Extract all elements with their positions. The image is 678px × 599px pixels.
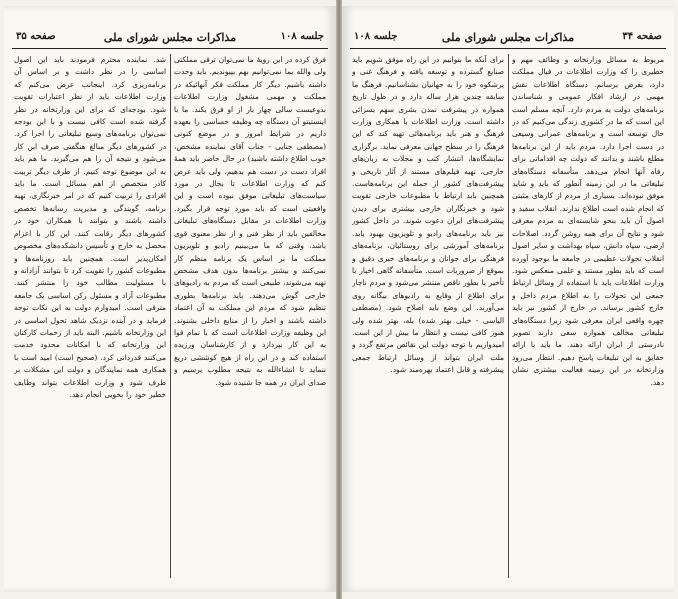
left-page-column-right	[174, 54, 326, 578]
left-page-number: صفحه ۳۵	[16, 31, 56, 42]
right-page-column-left-text: برای آنکه ما بتوانیم در این راه موفق شویم باید صنایع گسترده و توسعه یافته و فرهنگ غنی و پرشکوه خود را به جهانیان بشناسانیم. فرهنگ ما سابقه چندین هزار ساله دارد و در طول تاریخ همواره در پیشرفت تمدن بشری سهم بسزائی داشته است. وزارت اطلاعات با همکاری وزارت فرهنگ و هنر باید برنامه‌هائی تهیه کند که این فرهنگ را در سطح جهانی معرفی نماید. برگزاری نمایشگاه‌ها، انتشار کتب و مجلات به زبان‌های خارجی، تهیه فیلم‌های مستند از آثار تاریخی و پیشرفت‌های کشور از جمله این برنامه‌هاست. همچنین باید ارتباط با مطبوعات خارجی تقویت شود و خبرنگاران خارجی بیشتری برای دیدن پیشرفت‌های ایران دعوت شوند. در داخل کشور نیز باید برنامه‌های رادیو و تلویزیون بهبود یابد. برنامه‌های آموزشی برای روستائیان، برنامه‌های فرهنگی برای جوانان و برنامه‌های خبری دقیق و بموقع از ضروریات است. متأسفانه گاهی اخبار با تأخیر یا بطور ناقص منتشر می‌شود و مردم ناچار برای اطلاع از وقایع به رادیوهای بیگانه روی می‌آورند. این وضع باید اصلاح شود. (مصطفی الیاسی - خیلی بهتر شده) بله، بهتر شده ولی هنوز کافی نیست و انتظار ما بیش از این است. امیدواریم با توجه دولت این نقائص مرتفع گردد و ملت ایران بتواند از وسائل ارتباط جمعی پیشرفته و قابل اعتماد بهره‌مند شود.	[352, 55, 504, 375]
left-page-column-right-text: فرق کرده در این رویهٔ ما نمی‌توان ترقی مملکتی ولی والله بما نمی‌توانیم بهم بپیوندیم. باید وحدت داشته باشیم. دیگر کار مملکت فکر آنهائیکه در مملکت و مهمی مشغول وزارت اطلاعات بذوعیست سالی چهار بار از او فرق بکند. ما با اینستیتو آن دستگاه چه وظیفه حساسی را بعهده داریم در شرایط امروز و در موضع کنونی (مصطفی جنابی - جناب آقای نماینده مشخص، خوب اطلاع داشته باشید) در حال حاضر باید همهٔ افراد دست در دست هم بدهیم، ولی باید عرض کنم که وزارت اطلاعات تا بحال در مورد سیاست‌های تبلیغاتی موفق نبوده است و این واقعیتی است که باید مورد توجه قرار بگیرد. وزارت اطلاعات در مقابل دستگاه‌های تبلیغاتی مخالفین باید از نظر فنی و از نظر معنوی قوی باشد. وقتی که ما می‌بینیم رادیو و تلویزیون مملکت ما بر اساس یک برنامه منظم کار نمی‌کنند و بیشتر برنامه‌ها بدون هدف مشخص تهیه می‌شوند، طبیعی است که مردم به رادیوهای خارجی گوش می‌دهند. باید برنامه‌ها بطوری تنظیم شود که مردم این مملکت به آن اعتماد داشته باشند و اخبار را از منابع داخلی بشنوند. این وظیفه وزارت اطلاعات است که با تمام قوا به این کار بپردازد و از کارشناسان ورزیده استفاده کند و در این راه از هیچ کوششی دریغ ننماید تا انشاءالله به نتیجه مطلوب برسیم و صدای ایران در همه جا شنیده شود.	[174, 55, 326, 387]
right-page-session: جلسه ۱۰۸	[354, 31, 398, 42]
right-page-header	[350, 28, 666, 49]
left-page-column-left-text: شد. نماینده محترم فرمودند باید این اصول اساسی را در نظر داشت و بر اساس آن برنامه‌ریزی کرد. اینجانب عرض می‌کنم که وزارت اطلاعات باید از نظر اعتبارات تقویت شود. بودجه‌ای که برای این وزارتخانه در نظر گرفته شده است کافی نیست و با این بودجه نمی‌توان برنامه‌های وسیع تبلیغاتی را اجرا کرد. در کشورهای دیگر مبالغ هنگفتی صرف این کار می‌شود و نتیجه آن را هم می‌گیرند. ما هم باید به این موضوع توجه کنیم. از طرف دیگر تربیت کادر متخصص از اهم مسائل است. ما باید افرادی را تربیت کنیم که در امر خبرنگاری، تهیه برنامه، گویندگی و مدیریت رسانه‌ها تخصص داشته باشند و بتوانند با همکاران خود در کشورهای دیگر رقابت کنند. این کار با اعزام محصل به خارج و تأسیس دانشکده‌های مخصوص امکان‌پذیر است. همچنین باید روزنامه‌ها و مطبوعات کشور را تقویت کرد تا بتوانند آزادانه و با مسئولیت مطالب خود را منتشر کنند. مطبوعات آزاد و مسئول رکن اساسی یک جامعه مترقی است. امیدوارم دولت به این نکات توجه فرماید و در آینده نزدیک شاهد تحول اساسی در این وزارتخانه باشیم. البته باید از زحمات کارکنان این وزارتخانه که با امکانات محدود خدمت می‌کنند قدردانی کرد. (صحیح است) امید است با همکاری همه نمایندگان و دولت این مشکلات بر طرف شود و وزارت اطلاعات بتواند وظایف خطیر خود را بخوبی انجام دهد.	[14, 55, 166, 399]
right-page-column-left	[352, 54, 504, 578]
left-page-session: جلسه ۱۰۸	[280, 31, 324, 42]
right-page-title: مذاکرات مجلس شورای ملی	[441, 31, 575, 44]
right-page-column-right-text: مربوط به مسائل وزارتخانه و وظائف مهم و خطیری را که وزارت اطلاعات در قبال مملکت دارد، بعرض برسانم. دستگاه اطلاعات نقش مهمی در ارشاد افکار عمومی و شناساندن برنامه‌های دولت به مردم دارد. آنچه مسلم است این است که ما در کشوری زندگی می‌کنیم که در حال توسعه است و برنامه‌های عمرانی وسیعی در دست اجرا دارد. مردم باید از این برنامه‌ها مطلع باشند و بدانند که دولت چه اقداماتی برای رفاه آنها انجام می‌دهد. متأسفانه دستگاه‌های تبلیغاتی ما در این زمینه آنطور که باید و شاید موفق نبوده‌اند. بسیاری از مردم از کارهای مثبتی که انجام شده است اطلاع ندارند. انقلاب سفید و اصول آن باید بنحو شایسته‌ای به مردم معرفی شود و نتایج آن برای همه روشن گردد. اصلاحات ارضی، سپاه دانش، سپاه بهداشت و سایر اصول انقلاب تحولات عظیمی در جامعه ما بوجود آورده است که باید بطور مستند و علمی منعکس شود. وزارت اطلاعات باید با استفاده از وسائل ارتباط جمعی این تحولات را به اطلاع مردم داخل و خارج کشور برساند. در خارج از کشور نیز باید چهره واقعی ایران معرفی شود زیرا دستگاه‌های تبلیغاتی مخالف همواره سعی دارند تصویر نادرستی از ایران ارائه دهند. ما باید با ارائه حقایق به این تبلیغات پاسخ دهیم. انتظار می‌رود وزارتخانه در این زمینه فعالیت بیشتری نشان دهد.	[512, 55, 664, 387]
left-page-column-divider	[170, 54, 171, 578]
left-page-title: مذاکرات مجلس شورای ملی	[103, 31, 237, 44]
right-page-column-right	[512, 54, 664, 578]
right-page	[342, 6, 674, 592]
right-page-number: صفحه ۳۴	[622, 31, 662, 42]
left-page	[4, 6, 336, 592]
left-page-column-left	[14, 54, 166, 578]
left-page-header	[12, 28, 328, 49]
right-page-column-divider	[508, 54, 509, 578]
